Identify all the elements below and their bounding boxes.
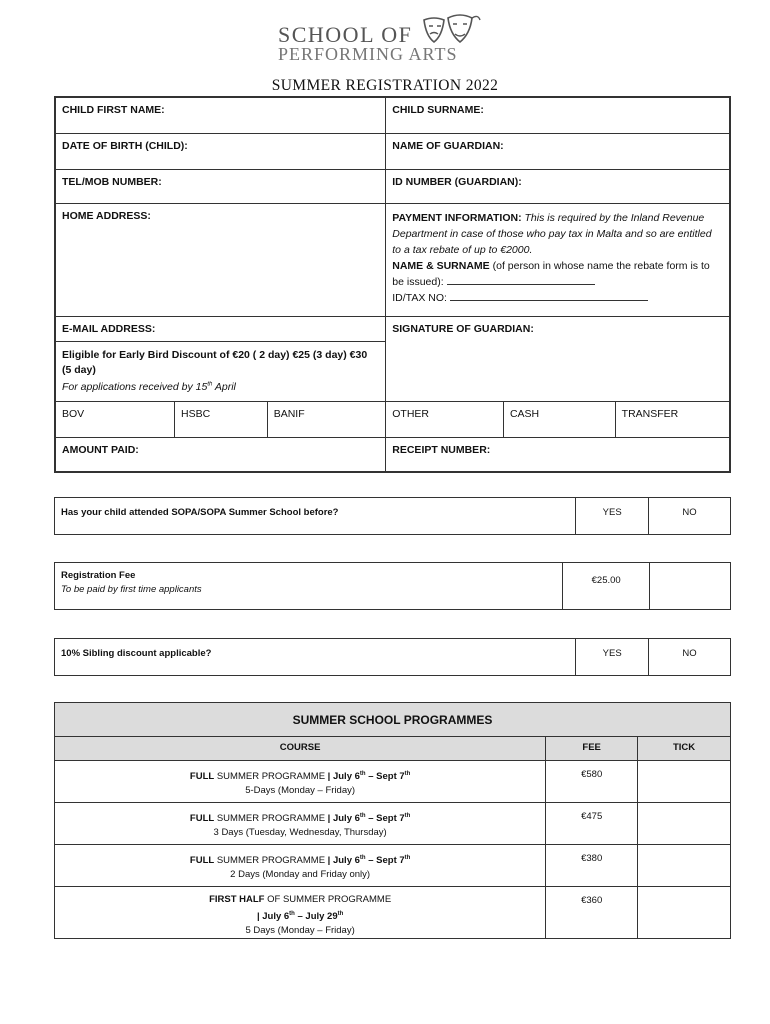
registration-fee-table <box>54 562 731 610</box>
pay-method-bov[interactable]: BOV <box>55 402 175 438</box>
rebate-note: (of person in whose name the rebate form is to be issued): <box>392 259 710 288</box>
programme-fee: €580 <box>546 761 638 803</box>
school-logo <box>278 12 498 64</box>
header-tick: TICK <box>638 737 731 761</box>
receipt-number-field[interactable]: RECEIPT NUMBER: <box>386 438 730 472</box>
programme-tick[interactable] <box>638 887 731 939</box>
attended-before-table <box>54 497 731 535</box>
child-surname-field[interactable]: CHILD SURNAME: <box>386 97 730 133</box>
payment-label: PAYMENT INFORMATION: <box>392 211 522 224</box>
sibling-question: 10% Sibling discount applicable? <box>55 639 576 676</box>
programme-row <box>55 887 731 939</box>
header-fee: FEE <box>546 737 638 761</box>
registration-form <box>54 96 731 473</box>
email-field[interactable]: E-MAIL ADDRESS: <box>55 316 386 341</box>
header-course: COURSE <box>55 737 546 761</box>
programmes-title: SUMMER SCHOOL PROGRAMMES <box>55 703 731 737</box>
tax-number-line[interactable] <box>450 291 648 301</box>
programme-row <box>55 761 731 803</box>
page-title: SUMMER REGISTRATION 2022 <box>271 77 499 94</box>
attended-no-option[interactable]: NO <box>649 498 731 535</box>
attended-question: Has your child attended SOPA/SOPA Summer School before? <box>55 498 576 535</box>
logo-line-2: PERFORMING ARTS <box>278 44 458 64</box>
programme-fee: €380 <box>546 845 638 887</box>
registration-fee-note: To be paid by first time applicants <box>61 584 202 595</box>
payment-info-cell <box>386 203 730 316</box>
pay-method-banif[interactable]: BANIF <box>267 402 386 438</box>
tel-field[interactable]: TEL/MOB NUMBER: <box>55 169 386 203</box>
registration-fee-amount: €25.00 <box>563 563 650 610</box>
masks-logo-icon <box>418 12 482 46</box>
programme-course: FIRST HALF OF SUMMER PROGRAMME | July 6th – July 29th 5 Days (Monday – Friday) <box>55 887 546 939</box>
signature-field[interactable]: SIGNATURE OF GUARDIAN: <box>386 316 730 402</box>
payment-note: This is required by the Inland Revenue Department in case of those who pay tax in Malta and so are entitled to a tax rebate of up to €2000. <box>392 211 712 256</box>
pay-method-cash[interactable]: CASH <box>503 402 615 438</box>
programme-fee: €475 <box>546 803 638 845</box>
pay-method-transfer[interactable]: TRANSFER <box>615 402 730 438</box>
rebate-name-line[interactable] <box>447 275 595 285</box>
pay-method-hsbc[interactable]: HSBC <box>175 402 268 438</box>
programme-row <box>55 803 731 845</box>
sibling-no-option[interactable]: NO <box>649 639 731 676</box>
early-bird-text: Eligible for Early Bird Discount of €20 ( 2 day) €25 (3 day) €30 (5 day) <box>62 348 368 376</box>
programme-tick[interactable] <box>638 803 731 845</box>
programme-row <box>55 845 731 887</box>
programme-tick[interactable] <box>638 845 731 887</box>
programme-course: FULL SUMMER PROGRAMME | July 6th – Sept 7th 2 Days (Monday and Friday only) <box>55 845 546 887</box>
attended-yes-option[interactable]: YES <box>576 498 649 535</box>
early-bird-cell <box>55 341 386 402</box>
tax-label: ID/TAX NO: <box>392 291 447 304</box>
child-first-name-field[interactable]: CHILD FIRST NAME: <box>55 97 386 133</box>
programme-tick[interactable] <box>638 761 731 803</box>
registration-fee-label: Registration Fee <box>61 570 136 581</box>
amount-paid-field[interactable]: AMOUNT PAID: <box>55 438 386 472</box>
logo-line-1: SCHOOL OF <box>278 22 413 47</box>
sibling-discount-table <box>54 638 731 676</box>
programmes-table <box>54 702 731 939</box>
registration-fee-cell <box>55 563 563 610</box>
rebate-label: NAME & SURNAME <box>392 259 490 272</box>
registration-fee-tick[interactable] <box>650 563 731 610</box>
dob-field[interactable]: DATE OF BIRTH (CHILD): <box>55 133 386 169</box>
pay-method-other[interactable]: OTHER <box>386 402 504 438</box>
early-bird-note: For applications received by 15th April <box>62 381 236 393</box>
id-number-field[interactable]: ID NUMBER (GUARDIAN): <box>386 169 730 203</box>
programme-fee: €360 <box>546 887 638 939</box>
guardian-name-field[interactable]: NAME OF GUARDIAN: <box>386 133 730 169</box>
programme-course: FULL SUMMER PROGRAMME | July 6th – Sept 7th 3 Days (Tuesday, Wednesday, Thursday) <box>55 803 546 845</box>
home-address-field[interactable]: HOME ADDRESS: <box>55 203 386 316</box>
programme-course: FULL SUMMER PROGRAMME | July 6th – Sept 7th 5-Days (Monday – Friday) <box>55 761 546 803</box>
sibling-yes-option[interactable]: YES <box>576 639 649 676</box>
